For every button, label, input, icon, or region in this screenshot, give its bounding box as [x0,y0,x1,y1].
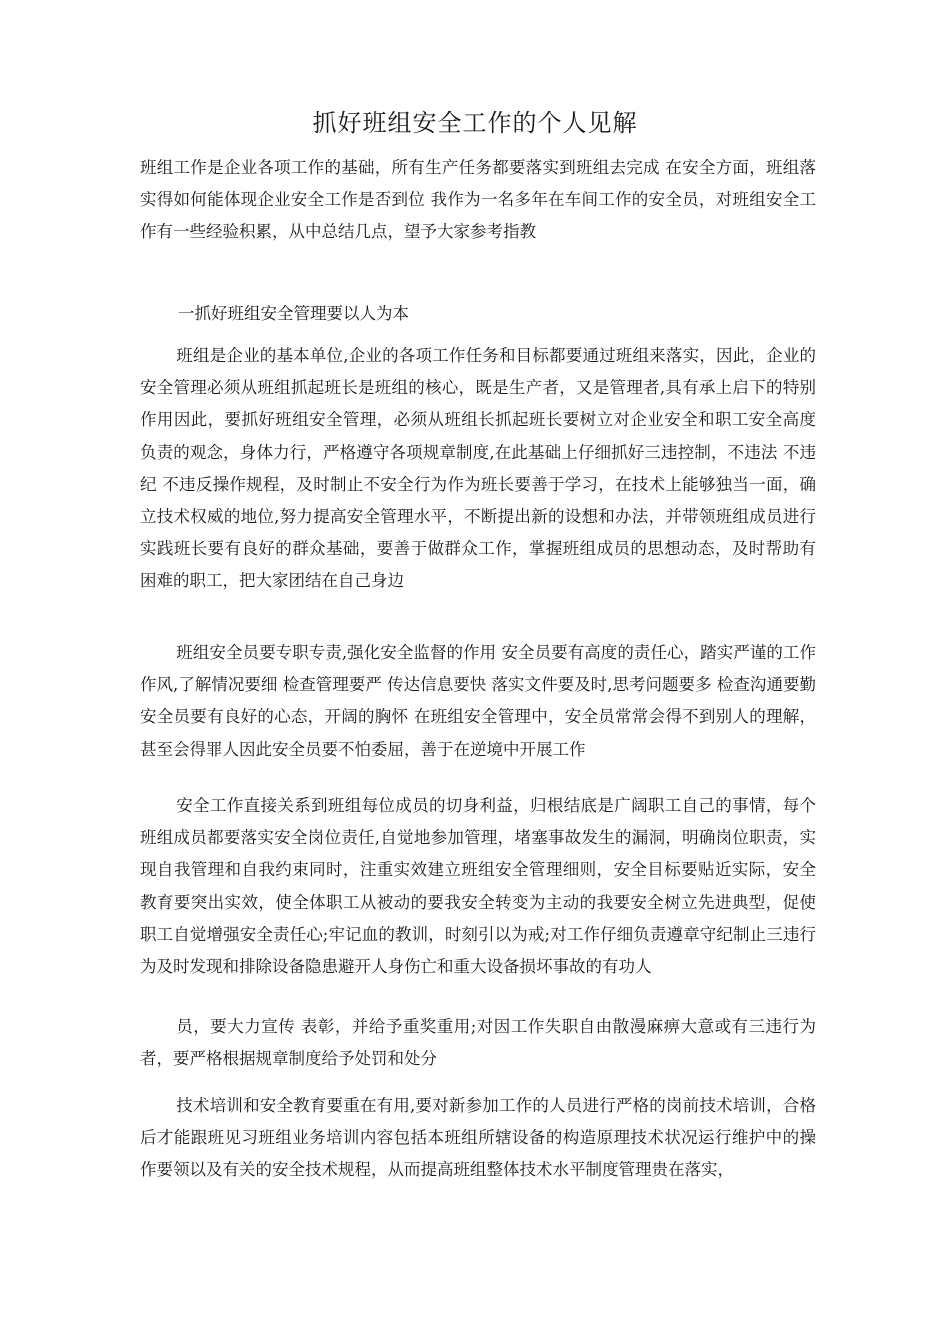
section-heading: 一抓好班组安全管理要以人为本 [178,304,409,323]
document-title: 抓好班组安全工作的个人见解 [312,109,638,137]
body-paragraph-4: 员，要大力宣传 表彰，并给予重奖重用;对因工作失职自由散漫麻痹大意或有三违行为者，要严格根据规章制度给予处罚和处分 [140,1017,816,1069]
body-paragraph-1: 班组是企业的基本单位,企业的各项工作任务和目标都要通过班组来落实，因此，企业的安全管理必须从班组抓起班长是班组的核心，既是生产者，又是管理者,具有承上启下的特别作用因此，要抓好班组安全管理，必须从班组长抓起班长要树立对企业安全和职工安全高度负责的观念，身体力行，严格遵守各项规章制度,在此基础上仔细抓好三违控制，不违法 不违纪 不违反操作规程，及时制止不安全行为作为班长要善于学习，在技术上能够独当一面，确立技术权威的地位,努力提高安全管理水平，不断提出新的设想和办法，并带领班组成员进行实践班长要有良好的群众基础，要善于做群众工作，掌握班组成员的思想动态，及时帮助有困难的职工，把大家团结在自己身边 [140,346,816,591]
body-paragraph-3: 安全工作直接关系到班组每位成员的切身利益，归根结底是广阔职工自己的事情，每个班组成员都要落实安全岗位责任,自觉地参加管理，堵塞事故发生的漏洞，明确岗位职责，实现自我管理和自我约束同时，注重实效建立班组安全管理细则，安全目标要贴近实际，安全教育要突出实效，使全体职工从被动的要我安全转变为主动的我要安全树立先进典型，促使职工自觉增强安全责任心;牢记血的教训，时刻引以为戒;对工作仔细负责遵章守纪制止三违行为及时发现和排除设备隐患避开人身伤亡和重大设备损坏事故的有功人 [140,796,816,977]
body-paragraph-2: 班组安全员要专职专责,强化安全监督的作用 安全员要有高度的责任心，踏实严谨的工作作风,了解情况要细 检查管理要严 传达信息要快 落实文件要及时,思考问题要多 检查沟通要勤 安全员要有良好的心态，开阔的胸怀 在班组安全管理中，安全员常常会得不到别人的理解，甚至会得罪人因此安全员要不怕委屈，善于在逆境中开展工作 [140,643,816,759]
intro-paragraph: 班组工作是企业各项工作的基础，所有生产任务都要落实到班组去完成 在安全方面，班组落实得如何能体现企业安全工作是否到位 我作为一名多年在车间工作的安全员，对班组安全工作有一些经验积累，从中总结几点，望予大家参考指教 [140,158,816,242]
body-paragraph-5: 技术培训和安全教育要重在有用,要对新参加工作的人员进行严格的岗前技术培训，合格后才能跟班见习班组业务培训内容包括本班组所辖设备的构造原理技术状况运行维护中的操作要领以及有关的安全技术规程，从而提高班组整体技术水平制度管理贵在落实， [140,1096,816,1180]
